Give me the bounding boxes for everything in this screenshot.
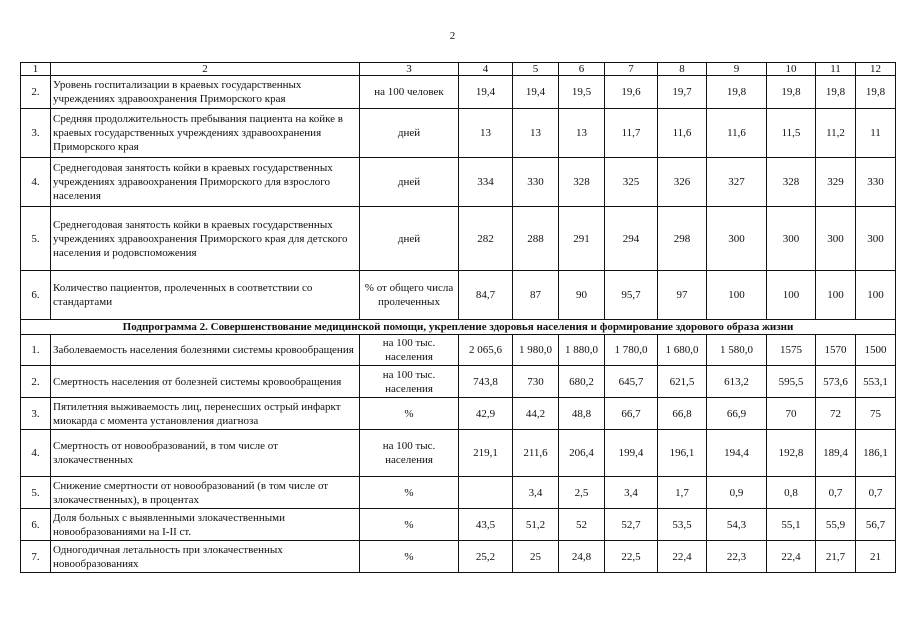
indicators-table: [20, 62, 896, 573]
indicator-name: Смертность населения от болезней системы кровообращения: [51, 366, 360, 398]
value-cell: 22,4: [658, 541, 707, 573]
value-cell: 613,2: [707, 366, 767, 398]
value-cell: 100: [856, 271, 896, 320]
value-cell: 291: [559, 207, 605, 271]
row-number: 4.: [21, 430, 51, 477]
indicator-name: Заболеваемость населения болезнями системы кровообращения: [51, 335, 360, 366]
value-cell: 298: [658, 207, 707, 271]
indicator-name: Средняя продолжительность пребывания пациента на койке в краевых государственных учреждениях здравоохранения Приморского края: [51, 109, 360, 158]
value-cell: 300: [767, 207, 816, 271]
row-number: 5.: [21, 207, 51, 271]
value-cell: 66,7: [605, 398, 658, 430]
table-row: [21, 509, 896, 541]
value-cell: 294: [605, 207, 658, 271]
value-cell: 328: [767, 158, 816, 207]
value-cell: 95,7: [605, 271, 658, 320]
header-cell: 12: [856, 63, 896, 76]
unit-cell: дней: [360, 207, 459, 271]
value-cell: 1570: [816, 335, 856, 366]
value-cell: 56,7: [856, 509, 896, 541]
value-cell: 1 880,0: [559, 335, 605, 366]
value-cell: 42,9: [459, 398, 513, 430]
value-cell: 730: [513, 366, 559, 398]
value-cell: 11,6: [707, 109, 767, 158]
value-cell: 621,5: [658, 366, 707, 398]
header-cell: 10: [767, 63, 816, 76]
indicator-name: Пятилетняя выживаемость лиц, перенесших острый инфаркт миокарда с момента установления диагноза: [51, 398, 360, 430]
value-cell: 300: [816, 207, 856, 271]
header-row: [21, 63, 896, 76]
indicator-name: Среднегодовая занятость койки в краевых государственных учреждениях здравоохранения Приморского для взрослого населения: [51, 158, 360, 207]
value-cell: 66,9: [707, 398, 767, 430]
value-cell: 300: [856, 207, 896, 271]
table-row: [21, 335, 896, 366]
unit-cell: %: [360, 398, 459, 430]
unit-cell: дней: [360, 158, 459, 207]
value-cell: 13: [513, 109, 559, 158]
indicator-name: Уровень госпитализации в краевых государственных учреждениях здравоохранения Приморского края: [51, 76, 360, 109]
value-cell: 334: [459, 158, 513, 207]
value-cell: 282: [459, 207, 513, 271]
value-cell: 211,6: [513, 430, 559, 477]
value-cell: 186,1: [856, 430, 896, 477]
value-cell: 192,8: [767, 430, 816, 477]
value-cell: 288: [513, 207, 559, 271]
row-number: 2.: [21, 76, 51, 109]
row-number: 3.: [21, 398, 51, 430]
unit-cell: % от общего числа пролеченных: [360, 271, 459, 320]
value-cell: 19,7: [658, 76, 707, 109]
indicator-name: Одногодичная летальность при злокачественных новообразованиях: [51, 541, 360, 573]
value-cell: 25,2: [459, 541, 513, 573]
value-cell: 300: [707, 207, 767, 271]
header-cell: 1: [21, 63, 51, 76]
row-number: 7.: [21, 541, 51, 573]
value-cell: 1500: [856, 335, 896, 366]
value-cell: 327: [707, 158, 767, 207]
value-cell: 1575: [767, 335, 816, 366]
value-cell: 100: [767, 271, 816, 320]
value-cell: 199,4: [605, 430, 658, 477]
value-cell: 100: [816, 271, 856, 320]
value-cell: 51,2: [513, 509, 559, 541]
table-row: [21, 109, 896, 158]
value-cell: 0,7: [856, 477, 896, 509]
value-cell: 19,8: [856, 76, 896, 109]
value-cell: 11,6: [658, 109, 707, 158]
table-row: [21, 366, 896, 398]
value-cell: 595,5: [767, 366, 816, 398]
table-row: [21, 158, 896, 207]
header-cell: 3: [360, 63, 459, 76]
value-cell: 325: [605, 158, 658, 207]
unit-cell: %: [360, 509, 459, 541]
indicator-name: Смертность от новообразований, в том числе от злокачественных: [51, 430, 360, 477]
value-cell: 55,1: [767, 509, 816, 541]
row-number: 6.: [21, 509, 51, 541]
table-row: [21, 271, 896, 320]
table-row: [21, 398, 896, 430]
unit-cell: на 100 тыс. населения: [360, 366, 459, 398]
value-cell: 3,4: [605, 477, 658, 509]
unit-cell: на 100 тыс. населения: [360, 430, 459, 477]
value-cell: 19,5: [559, 76, 605, 109]
value-cell: 645,7: [605, 366, 658, 398]
header-cell: 6: [559, 63, 605, 76]
indicator-name: Количество пациентов, пролеченных в соответствии со стандартами: [51, 271, 360, 320]
value-cell: 43,5: [459, 509, 513, 541]
value-cell: 84,7: [459, 271, 513, 320]
value-cell: 11,5: [767, 109, 816, 158]
indicator-name: Снижение смертности от новообразований (в том числе от злокачественных), в процентах: [51, 477, 360, 509]
value-cell: 553,1: [856, 366, 896, 398]
value-cell: 55,9: [816, 509, 856, 541]
value-cell: 11: [856, 109, 896, 158]
value-cell: 53,5: [658, 509, 707, 541]
value-cell: 1 680,0: [658, 335, 707, 366]
value-cell: 0,9: [707, 477, 767, 509]
value-cell: 11,7: [605, 109, 658, 158]
value-cell: 206,4: [559, 430, 605, 477]
row-number: 4.: [21, 158, 51, 207]
value-cell: 19,8: [816, 76, 856, 109]
header-cell: 2: [51, 63, 360, 76]
value-cell: 11,2: [816, 109, 856, 158]
value-cell: 22,4: [767, 541, 816, 573]
value-cell: 21,7: [816, 541, 856, 573]
value-cell: 19,8: [707, 76, 767, 109]
value-cell: 330: [856, 158, 896, 207]
table-row: [21, 207, 896, 271]
value-cell: 52: [559, 509, 605, 541]
value-cell: 13: [559, 109, 605, 158]
value-cell: 328: [559, 158, 605, 207]
value-cell: 19,4: [459, 76, 513, 109]
unit-cell: %: [360, 477, 459, 509]
value-cell: 52,7: [605, 509, 658, 541]
value-cell: 24,8: [559, 541, 605, 573]
table-row: [21, 477, 896, 509]
row-number: 3.: [21, 109, 51, 158]
value-cell: 72: [816, 398, 856, 430]
value-cell: 22,5: [605, 541, 658, 573]
value-cell: 21: [856, 541, 896, 573]
value-cell: 0,8: [767, 477, 816, 509]
value-cell: 97: [658, 271, 707, 320]
unit-cell: на 100 тыс. населения: [360, 335, 459, 366]
value-cell: 1 580,0: [707, 335, 767, 366]
value-cell: 70: [767, 398, 816, 430]
value-cell: 19,8: [767, 76, 816, 109]
value-cell: 100: [707, 271, 767, 320]
unit-cell: на 100 человек: [360, 76, 459, 109]
value-cell: 196,1: [658, 430, 707, 477]
table-row: [21, 76, 896, 109]
subprogram-title: Подпрограмма 2. Совершенствование медицинской помощи, укрепление здоровья населения и формирование здорового образа жизни: [21, 320, 896, 335]
unit-cell: %: [360, 541, 459, 573]
value-cell: 22,3: [707, 541, 767, 573]
value-cell: 573,6: [816, 366, 856, 398]
header-cell: 11: [816, 63, 856, 76]
value-cell: 75: [856, 398, 896, 430]
value-cell: 219,1: [459, 430, 513, 477]
header-cell: 8: [658, 63, 707, 76]
row-number: 2.: [21, 366, 51, 398]
value-cell: 326: [658, 158, 707, 207]
row-number: 1.: [21, 335, 51, 366]
value-cell: 1,7: [658, 477, 707, 509]
value-cell: 2,5: [559, 477, 605, 509]
value-cell: 19,6: [605, 76, 658, 109]
value-cell: 66,8: [658, 398, 707, 430]
table-row: [21, 430, 896, 477]
value-cell: 44,2: [513, 398, 559, 430]
page-number: 2: [449, 30, 456, 42]
row-number: 6.: [21, 271, 51, 320]
value-cell: 25: [513, 541, 559, 573]
header-cell: 4: [459, 63, 513, 76]
value-cell: 194,4: [707, 430, 767, 477]
value-cell: 54,3: [707, 509, 767, 541]
value-cell: 330: [513, 158, 559, 207]
value-cell: 13: [459, 109, 513, 158]
unit-cell: дней: [360, 109, 459, 158]
value-cell: 19,4: [513, 76, 559, 109]
value-cell: 1 980,0: [513, 335, 559, 366]
row-number: 5.: [21, 477, 51, 509]
table-row: [21, 541, 896, 573]
subprogram-row: [21, 320, 896, 335]
header-cell: 7: [605, 63, 658, 76]
value-cell: 90: [559, 271, 605, 320]
header-cell: 5: [513, 63, 559, 76]
value-cell: 3,4: [513, 477, 559, 509]
value-cell: 48,8: [559, 398, 605, 430]
header-cell: 9: [707, 63, 767, 76]
indicator-name: Доля больных с выявленными злокачественными новообразованиями на I-II ст.: [51, 509, 360, 541]
value-cell: 189,4: [816, 430, 856, 477]
value-cell: 680,2: [559, 366, 605, 398]
value-cell: 0,7: [816, 477, 856, 509]
value-cell: 1 780,0: [605, 335, 658, 366]
value-cell: 2 065,6: [459, 335, 513, 366]
value-cell: 743,8: [459, 366, 513, 398]
indicator-name: Среднегодовая занятость койки в краевых государственных учреждениях здравоохранения Приморского края для детского населения и родовспоможения: [51, 207, 360, 271]
value-cell: 329: [816, 158, 856, 207]
value-cell: [459, 477, 513, 509]
value-cell: 87: [513, 271, 559, 320]
